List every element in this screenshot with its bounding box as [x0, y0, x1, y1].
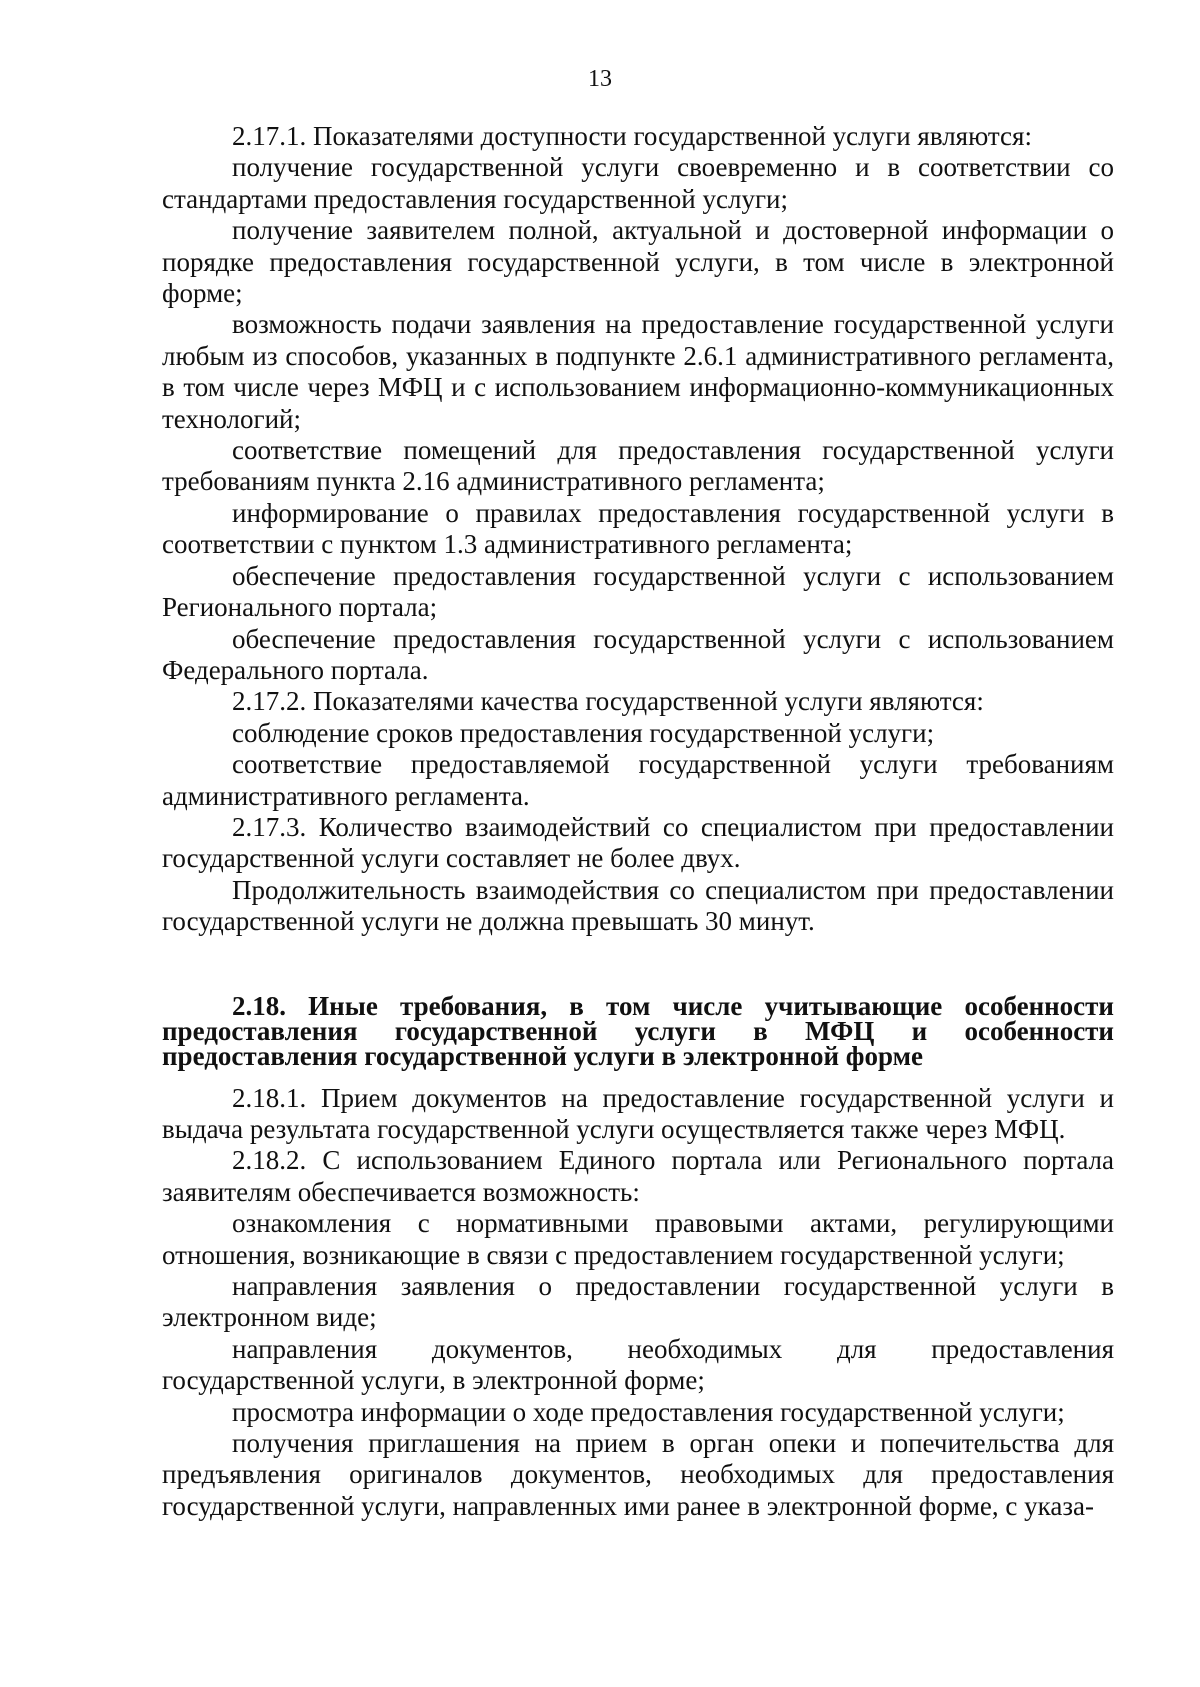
paragraph-view-progress: просмотра информации о ходе предоставления государственной услуги;	[232, 1396, 1065, 1427]
paragraph-legal-acts: ознакомления с нормативными правовыми актами, регулирующими отношения, возникающие в связи с предоставлением государственной услуги;	[162, 1208, 1114, 1270]
paragraph-timely-service: получение государственной услуги своевременно и в соответствии со стандартами предоставления государственной услуги;	[162, 152, 1114, 214]
paragraph-send-documents: направления документов, необходимых для предоставления государственной услуги, в электронной форме;	[162, 1333, 1114, 1396]
paragraph-compliance: соответствие предоставляемой государственной услуги требованиям административного регламента.	[162, 749, 1114, 811]
paragraph-premises: соответствие помещений для предоставления государственной услуги требованиям пункта 2.16 административного регламента;	[162, 435, 1114, 497]
section-heading-2-18: 2.18. Иные требования, в том числе учитывающие особенности предоставления государственной услуги в МФЦ и особенности предоставления государственной услуги в электронной форме	[162, 990, 1114, 1071]
page-number: 13	[588, 66, 612, 92]
paragraph-duration: Продолжительность взаимодействия со специалистом при предоставлении государственной услуги не должна превышать 30 минут.	[162, 874, 1114, 937]
paragraph-send-application: направления заявления о предоставлении государственной услуги в электронном виде;	[162, 1271, 1114, 1333]
paragraph-deadlines: соблюдение сроков предоставления государственной услуги;	[232, 717, 935, 748]
paragraph-federal-portal: обеспечение предоставления государственной услуги с использованием Федерального портала.	[162, 623, 1114, 685]
paragraph-regional-portal: обеспечение предоставления государственной услуги с использованием Регионального портала;	[162, 560, 1114, 623]
paragraph-application-methods: возможность подачи заявления на предоставление государственной услуги любым из способов, указанных в подпункте 2.6.1 административного регламента, в том числе через МФЦ и с использованием информационно-коммуникационных технологий;	[162, 309, 1114, 434]
document-body	[162, 121, 1114, 1522]
paragraph-2-17-1: 2.17.1. Показателями доступности государственной услуги являются:	[232, 121, 1032, 151]
paragraph-invitation: получения приглашения на прием в орган опеки и попечительства для предъявления оригиналов документов, необходимых для предоставления государственной услуги, направленных ими ранее в электронной форме, с указа-	[162, 1428, 1114, 1521]
paragraph-2-17-2: 2.17.2. Показателями качества государственной услуги являются:	[232, 686, 984, 717]
paragraph-informing: информирование о правилах предоставления государственной услуги в соответствии с пунктом 1.3 административного регламента;	[162, 497, 1114, 560]
paragraph-2-17-3: 2.17.3. Количество взаимодействий со специалистом при предоставлении государственной услуги составляет не более двух.	[162, 811, 1114, 874]
paragraph-2-18-2: 2.18.2. С использованием Единого портала или Регионального портала заявителям обеспечивается возможность:	[162, 1145, 1114, 1207]
paragraph-full-information: получение заявителем полной, актуальной и достоверной информации о порядке предоставления государственной услуги, в том числе в электронной форме;	[162, 215, 1114, 309]
paragraph-2-18-1: 2.18.1. Прием документов на предоставление государственной услуги и выдача результата государственной услуги осуществляется также через МФЦ.	[162, 1082, 1114, 1144]
